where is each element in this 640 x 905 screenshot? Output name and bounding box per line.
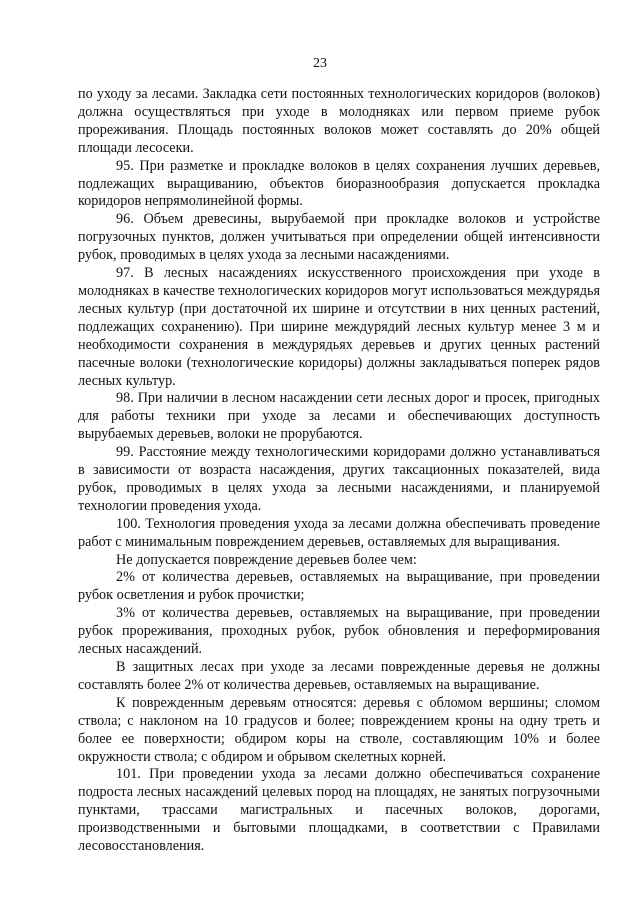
paragraph-protective-forests: В защитных лесах при уходе за лесами поврежденные деревья не должны составлять более 2% от количества деревьев, оставляемых на выращивание.	[78, 659, 600, 693]
document-body	[78, 86, 600, 856]
paragraph-95: 95. При разметке и прокладке волоков в целях сохранения лучших деревьев, подлежащих выращиванию, объектов биоразнообразия допускается прокладка коридоров непрямолинейной формы.	[78, 157, 600, 210]
paragraph-99: 99. Расстояние между технологическими коридорами должно устанавливаться в зависимости от возраста насаждения, других таксационных показателей, вида рубок, проводимых в целях ухода за лесными насаждениями, и планируемой технологии проведения ухода.	[78, 444, 600, 514]
paragraph-continuation: по уходу за лесами. Закладка сети постоянных технологических коридоров (волоков) должна осуществляться при уходе в молодняках или первом приеме рубок прореживания. Площадь постоянных волоков может составлять до 20% общей площади лесосеки.	[78, 86, 600, 156]
paragraph-damage-limit-3-percent: 3% от количества деревьев, оставляемых на выращивание, при проведении рубок прореживания, проходных рубок, рубок обновления и переформирования лесных насаждений.	[78, 605, 600, 658]
paragraph-96: 96. Объем древесины, вырубаемой при прокладке волоков и устройстве погрузочных пунктов, должен учитываться при определении общей интенсивности рубок, проводимых в целях ухода за лесными насаждениями.	[78, 211, 600, 264]
paragraph-damage-limit-intro: Не допускается повреждение деревьев более чем:	[116, 551, 417, 568]
paragraph-97: 97. В лесных насаждениях искусственного происхождения при уходе в молодняках в качестве технологических коридоров могут использоваться междурядья лесных культур (при достаточной их ширине и отсутствии в них ценных растений, подлежащих сохранению). При ширине междурядий лесных культур менее 3 м и необходимости сохранения в междурядьях деревьев и других ценных растений пасечные волоки (технологические коридоры) должны закладываться поперек рядов лесных культур.	[78, 265, 600, 389]
page-number: 23	[313, 56, 327, 71]
paragraph-101: 101. При проведении ухода за лесами должно обеспечиваться сохранение подроста лесных насаждений целевых пород на площадях, не занятых погрузочными пунктами, трассами магистральных и пасечных волоков, дорогами, производственными и бытовыми площадками, в соответствии с Правилами лесовосстановления.	[78, 766, 600, 855]
paragraph-damage-limit-2-percent: 2% от количества деревьев, оставляемых на выращивание, при проведении рубок осветления и рубок прочистки;	[78, 569, 600, 604]
paragraph-damaged-trees-definition: К поврежденным деревьям относятся: деревья с обломом вершины; сломом ствола; с наклоном на 10 градусов и более; повреждением кроны на одну треть и более ее поверхности; обдиром коры на стволе, составляющим 10% и более окружности ствола; с обдиром и обрывом скелетных корней.	[78, 694, 600, 765]
paragraph-98: 98. При наличии в лесном насаждении сети лесных дорог и просек, пригодных для работы техники при уходе за лесами и обеспечивающих доступность вырубаемых деревьев, волоки не прорубаются.	[78, 390, 600, 443]
paragraph-100: 100. Технология проведения ухода за лесами должна обеспечивать проведение работ с минимальным повреждением деревьев, оставляемых для выращивания.	[78, 515, 600, 550]
